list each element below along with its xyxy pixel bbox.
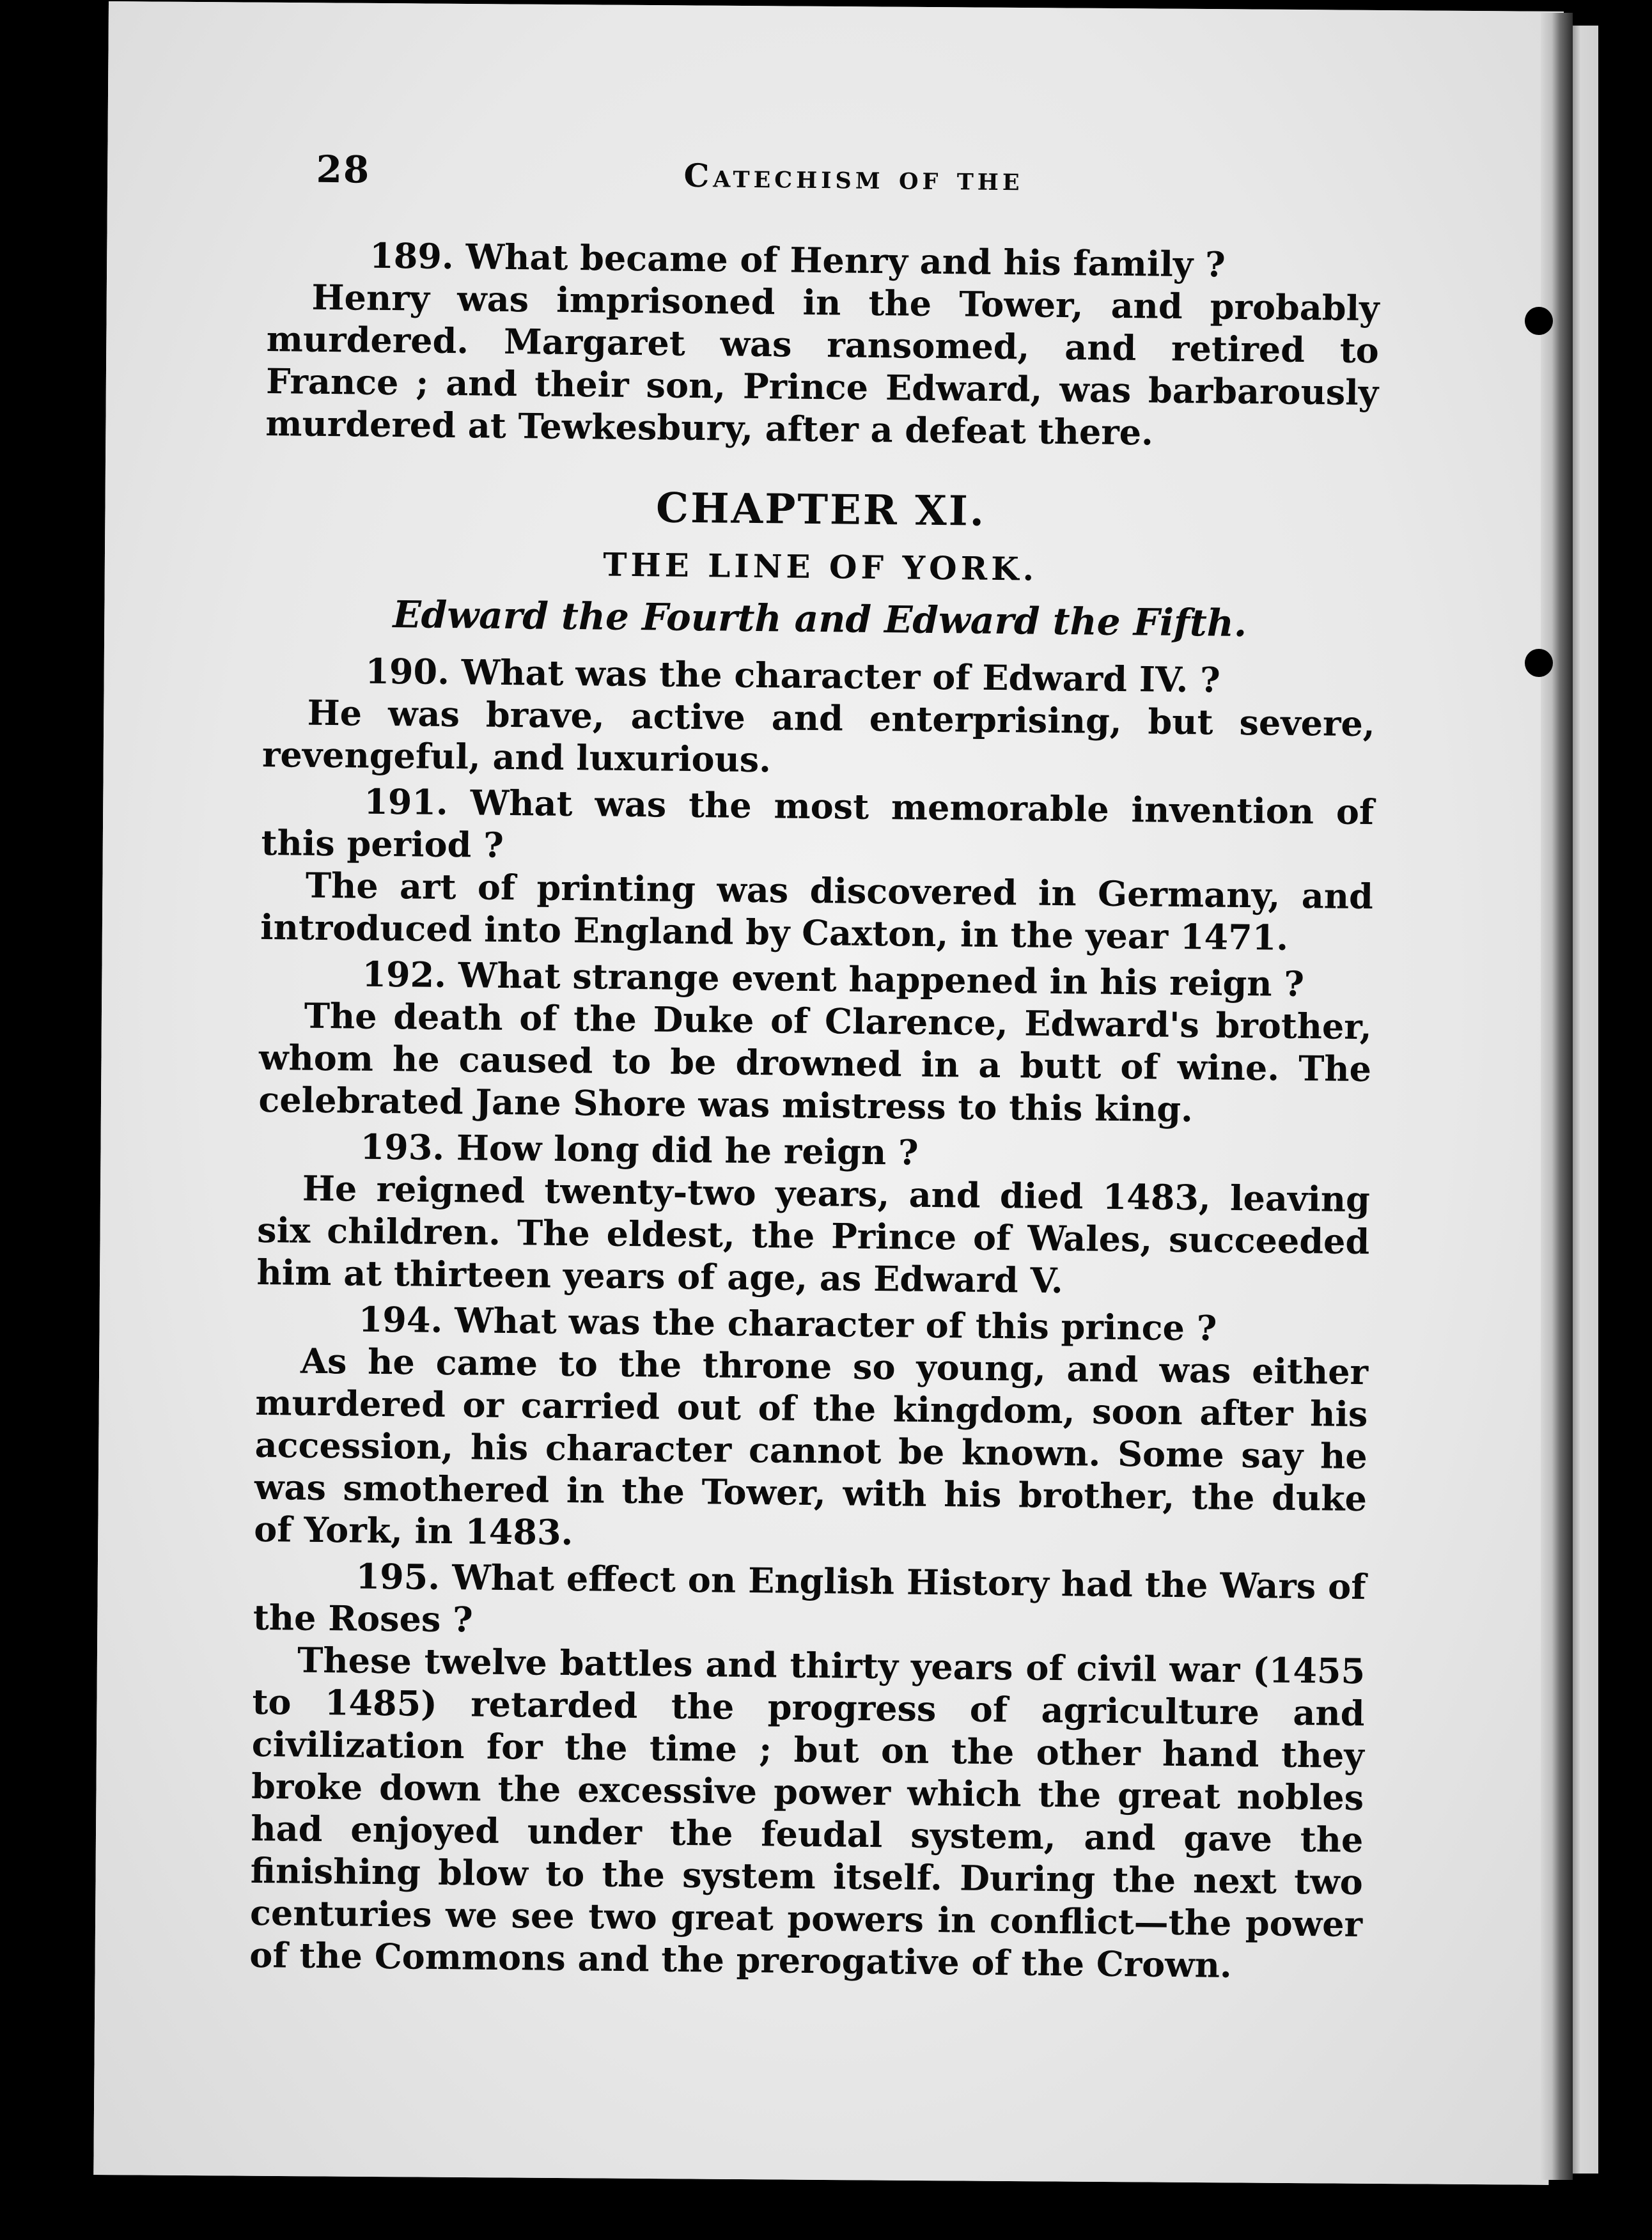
page-text — [249, 147, 1381, 1987]
question-191: 191. What was the most memorable invention of this period ? — [261, 781, 1375, 866]
section-title: THE LINE OF YORK. — [602, 545, 1038, 588]
book-gutter — [1541, 13, 1573, 2180]
question-194: 194. What was the character of this prince ? — [358, 1298, 1217, 1349]
page-header — [268, 147, 1381, 229]
question-190: 190. What was the character of Edward IV. ? — [365, 650, 1221, 701]
answer-191: The art of printing was discovered in Germany, and introduced into England by Caxton, in the year 1471. — [260, 864, 1374, 958]
question-195: 195. What effect on English History had the Wars of the Roses ? — [253, 1555, 1366, 1640]
chapter-title: CHAPTER XI. — [655, 484, 986, 536]
running-head: Catechism of the — [683, 156, 1024, 198]
question-193: 193. How long did he reign ? — [360, 1126, 919, 1173]
binding-mark — [1525, 307, 1553, 335]
binding-mark — [1525, 649, 1553, 677]
answer-190: He was brave, active and enterprising, but severe, revengeful, and luxurious. — [261, 692, 1375, 781]
answer-194: As he came to the throne so young, and was either murdered or carried out of the kingdom, soon after his accession, his character cannot be known. Some say he was smothered in the Tower, with his brother, the duke of York, in 1483. — [254, 1340, 1369, 1553]
question-192: 192. What strange event happened in his reign ? — [362, 953, 1305, 1005]
question-189: 189. What became of Henry and his family ? — [369, 235, 1226, 285]
page-number: 28 — [316, 147, 371, 192]
answer-193: He reigned twenty-two years, and died 1483, leaving six children. The eldest, the Prince of Wales, succeeded him at thirteen years of age, as Edward V. — [256, 1167, 1371, 1302]
chapter-subtitle: Edward the Fourth and Edward the Fifth. — [393, 593, 1247, 646]
facing-page-edge — [1573, 26, 1598, 2174]
answer-195: These twelve battles and thirty years of civil war (1455 to 1485) retarded the progress of agriculture and civilization for the time ; but on the other hand they broke down the excessive power which the great nobles had enjoyed under the feudal system, and gave the finishing blow to the system itself. During the next two centuries we see two great powers in conflict—the power of the Commons and the prerogative of the Crown. — [249, 1639, 1366, 1986]
answer-192: The death of the Duke of Clarence, Edward's brother, whom he caused to be drowned in a butt of wine. The celebrated Jane Shore was mistress to this king. — [258, 995, 1373, 1130]
answer-189: Henry was imprisoned in the Tower, and probably murdered. Margaret was ransomed, and retired to France ; and their son, Prince Edward, was barbarously murdered at Tewkesbury, after a defeat there. — [265, 276, 1380, 453]
